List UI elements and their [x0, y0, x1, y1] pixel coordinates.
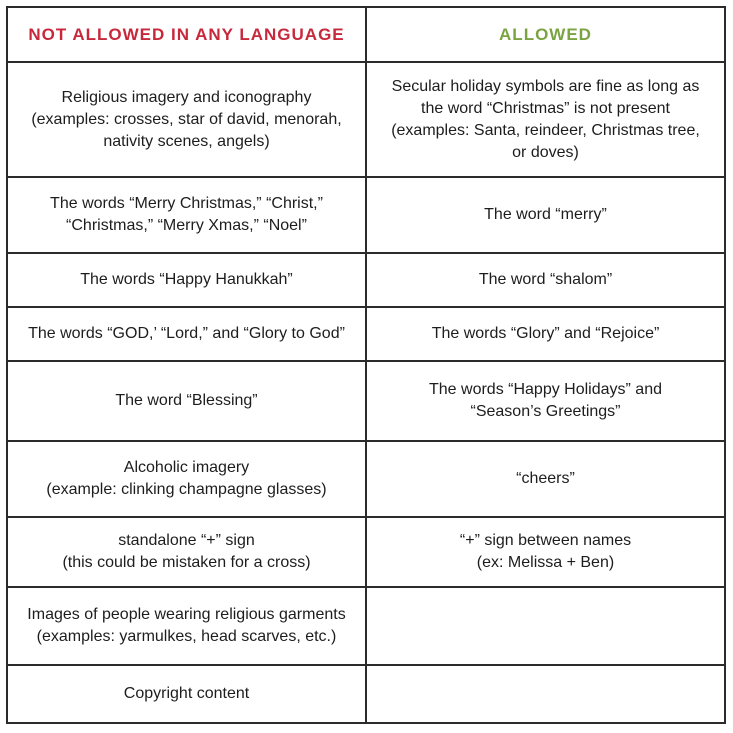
allowed-cell-empty [366, 587, 725, 665]
not-allowed-cell [7, 253, 366, 307]
allowed-cell [366, 441, 725, 517]
table-body [7, 62, 725, 723]
cell-line: the word “Christmas” is not present [421, 99, 670, 117]
cell-line: The word “Blessing” [115, 392, 258, 409]
cell-line: (example: clinking champagne glasses) [46, 481, 327, 498]
table-row [7, 587, 725, 665]
table-row [7, 307, 725, 361]
cell-line: “+” sign between names [459, 532, 632, 549]
cell-line: Images of people wearing religious garments [27, 606, 346, 623]
allowed-cell [366, 361, 725, 441]
allowed-header: ALLOWED [366, 7, 725, 62]
cell-line: Secular holiday symbols are fine as long as [391, 77, 700, 95]
cell-line: (ex: Melissa + Ben) [476, 554, 615, 571]
cell-line: standalone “+” sign [118, 532, 255, 549]
guidelines-table-wrapper [6, 6, 726, 724]
not-allowed-cell [7, 177, 366, 253]
not-allowed-cell [7, 665, 366, 723]
cell-line: Alcoholic imagery [123, 459, 250, 476]
allowed-cell [366, 517, 725, 587]
not-allowed-cell [7, 361, 366, 441]
not-allowed-cell [7, 62, 366, 177]
allowed-cell [366, 177, 725, 253]
cell-line: or doves) [512, 143, 579, 161]
not-allowed-cell [7, 587, 366, 665]
cell-line: nativity scenes, angels) [103, 132, 270, 150]
not-allowed-cell [7, 307, 366, 361]
cell-line: (examples: yarmulkes, head scarves, etc.) [36, 628, 337, 645]
not-allowed-header: NOT ALLOWED IN ANY LANGUAGE [7, 7, 366, 62]
allowed-cell [366, 307, 725, 361]
table-row [7, 441, 725, 517]
guidelines-table [6, 6, 726, 724]
table-header-row [7, 7, 725, 62]
cell-line: (examples: Santa, reindeer, Christmas tree, [391, 121, 700, 139]
allowed-cell-empty [366, 665, 725, 723]
cell-line: “Christmas,” “Merry Xmas,” “Noel” [66, 217, 307, 234]
not-allowed-cell [7, 441, 366, 517]
cell-line: (examples: crosses, star of david, menorah, [31, 110, 342, 128]
table-row [7, 177, 725, 253]
table-row [7, 361, 725, 441]
cell-line: The word “merry” [484, 206, 607, 223]
cell-line: “cheers” [516, 470, 575, 487]
cell-line: The words “Happy Holidays” and [429, 381, 662, 398]
cell-line: Religious imagery and iconography [61, 88, 312, 106]
cell-line: The words “GOD,’ “Lord,” and “Glory to God” [28, 325, 345, 342]
not-allowed-cell [7, 517, 366, 587]
cell-line: The word “shalom” [478, 271, 613, 288]
table-row [7, 253, 725, 307]
cell-line: (this could be mistaken for a cross) [62, 554, 311, 571]
table-row [7, 62, 725, 177]
allowed-cell [366, 62, 725, 177]
cell-line: The words “Happy Hanukkah” [80, 271, 293, 288]
cell-line: Copyright content [123, 685, 250, 702]
cell-line: The words “Merry Christmas,” “Christ,” [50, 195, 323, 212]
allowed-cell [366, 253, 725, 307]
table-row [7, 665, 725, 723]
table-row [7, 517, 725, 587]
cell-line: The words “Glory” and “Rejoice” [431, 325, 660, 342]
cell-line: “Season’s Greetings” [470, 403, 621, 420]
